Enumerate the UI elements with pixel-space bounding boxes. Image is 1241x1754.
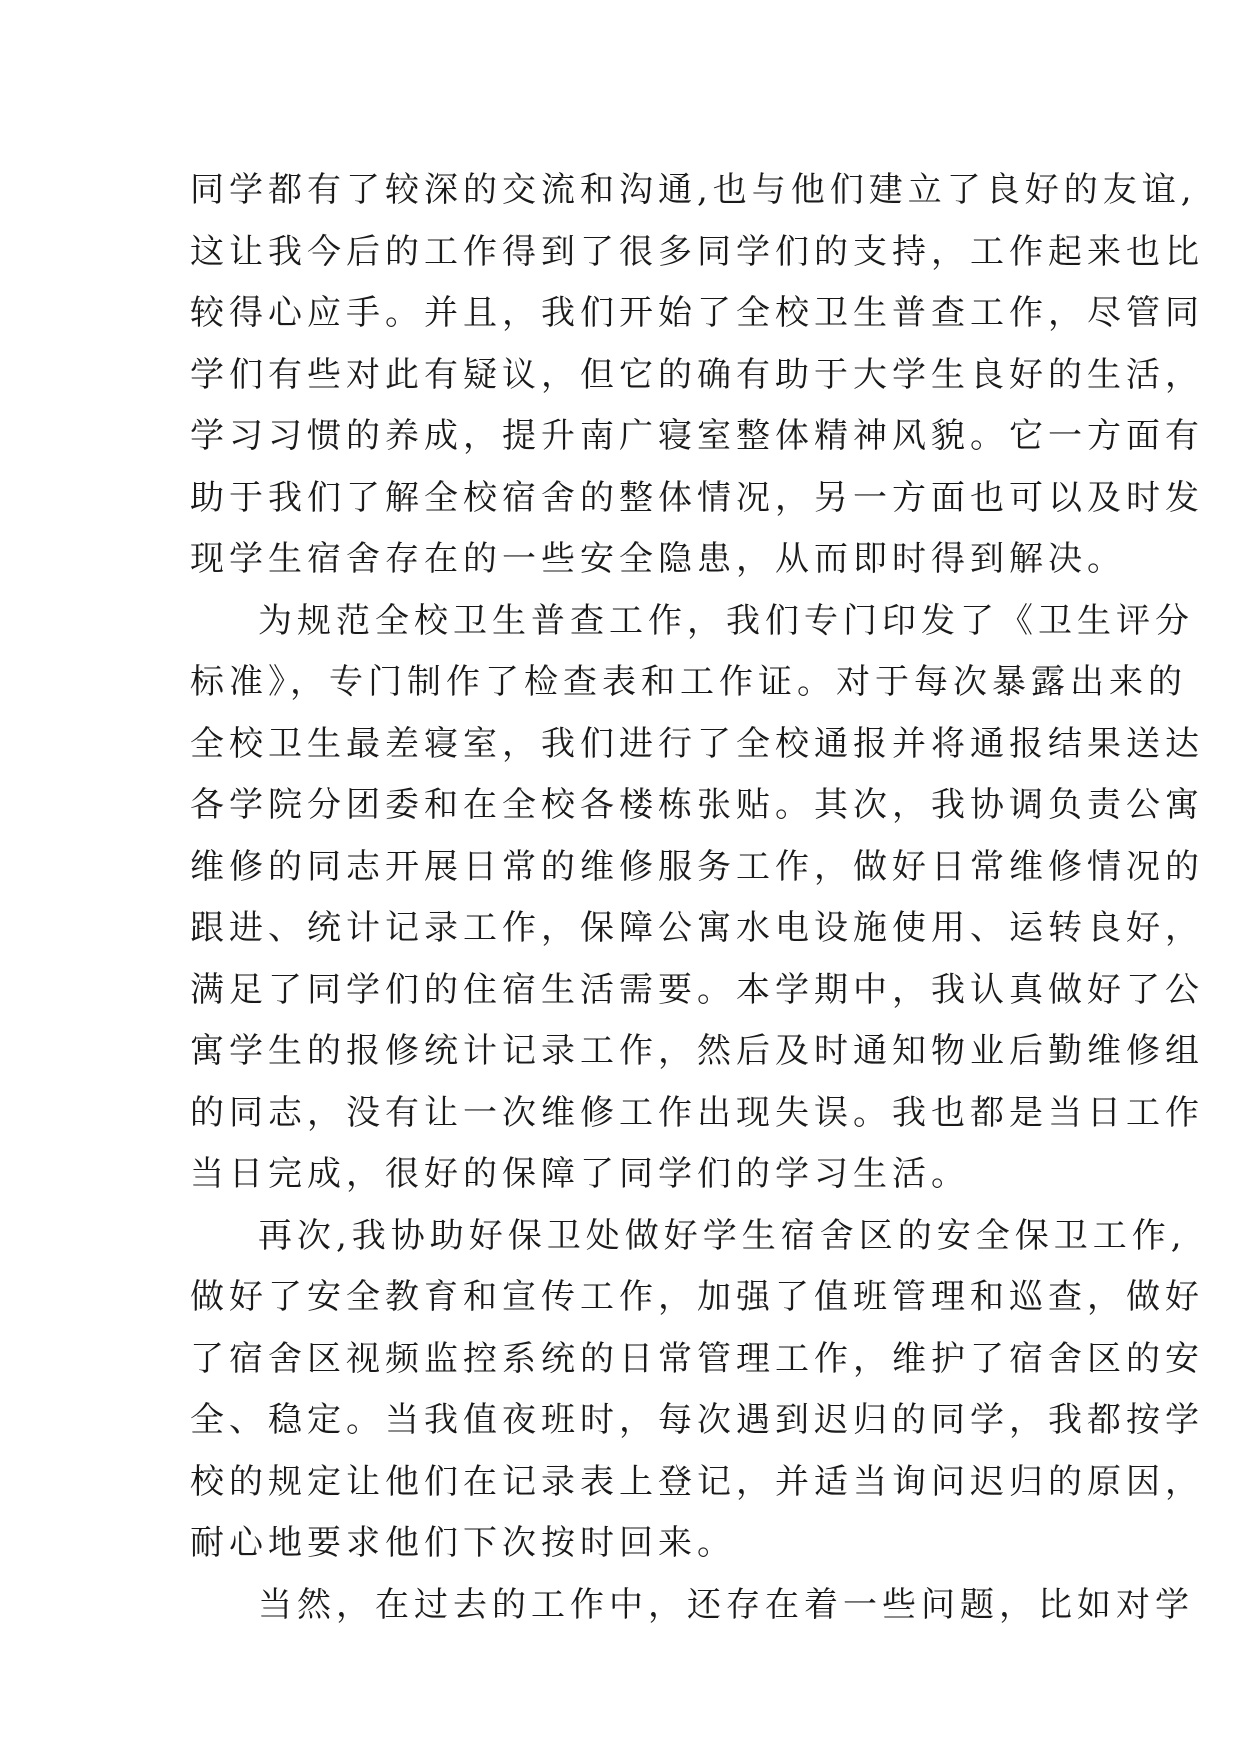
text-line: 跟进、统计记录工作，保障公寓水电设施使用、运转良好， [190, 908, 1204, 948]
text-line: 的同志，没有让一次维修工作出现失误。我也都是当日工作 [190, 1092, 1204, 1133]
text-line: 助于我们了解全校宿舍的整体情况，另一方面也可以及时发 [190, 477, 1204, 518]
text-line: 全、稳定。当我值夜班时，每次遇到迟归的同学，我都按学 [190, 1400, 1204, 1440]
text-line: 各学院分团委和在全校各楼栋张贴。其次，我协调负责公寓 [190, 785, 1204, 825]
text-line: 维修的同志开展日常的维修服务工作，做好日常维修情况的 [190, 846, 1204, 887]
document-body [190, 160, 1204, 1636]
paragraph-first-line: 再次,我协助好保卫处做好学生宿舍区的安全保卫工作, [258, 1215, 1187, 1256]
text-line: 耐心地要求他们下次按时回来。 [190, 1523, 736, 1563]
text-line: 同学都有了较深的交流和沟通,也与他们建立了良好的友谊, [190, 170, 1197, 210]
paragraph-first-line: 为规范全校卫生普查工作，我们专门印发了《卫生评分 [258, 600, 1194, 641]
text-line: 当日完成，很好的保障了同学们的学习生活。 [190, 1154, 970, 1194]
text-line: 做好了安全教育和宣传工作，加强了值班管理和巡查，做好 [190, 1277, 1204, 1317]
text-line: 全校卫生最差寝室，我们进行了全校通报并将通报结果送达 [190, 723, 1204, 764]
paragraph-first-line: 当然，在过去的工作中，还存在着一些问题，比如对学 [258, 1584, 1194, 1625]
text-line: 学习习惯的养成，提升南广寝室整体精神风貌。它一方面有 [190, 416, 1204, 456]
text-line: 满足了同学们的住宿生活需要。本学期中，我认真做好了公 [190, 969, 1204, 1010]
text-line: 校的规定让他们在记录表上登记，并适当询问迟归的原因， [190, 1461, 1204, 1502]
text-line: 学们有些对此有疑议，但它的确有助于大学生良好的生活， [190, 354, 1204, 395]
text-line: 现学生宿舍存在的一些安全隐患，从而即时得到解决。 [190, 539, 1126, 579]
text-line: 了宿舍区视频监控系统的日常管理工作，维护了宿舍区的安 [190, 1338, 1204, 1379]
text-line: 这让我今后的工作得到了很多同学们的支持，工作起来也比 [190, 231, 1204, 272]
text-line: 寓学生的报修统计记录工作，然后及时通知物业后勤维修组 [190, 1031, 1204, 1071]
text-line: 较得心应手。并且，我们开始了全校卫生普查工作，尽管同 [190, 293, 1204, 333]
text-line: 标准》，专门制作了检查表和工作证。对于每次暴露出来的 [190, 662, 1187, 702]
